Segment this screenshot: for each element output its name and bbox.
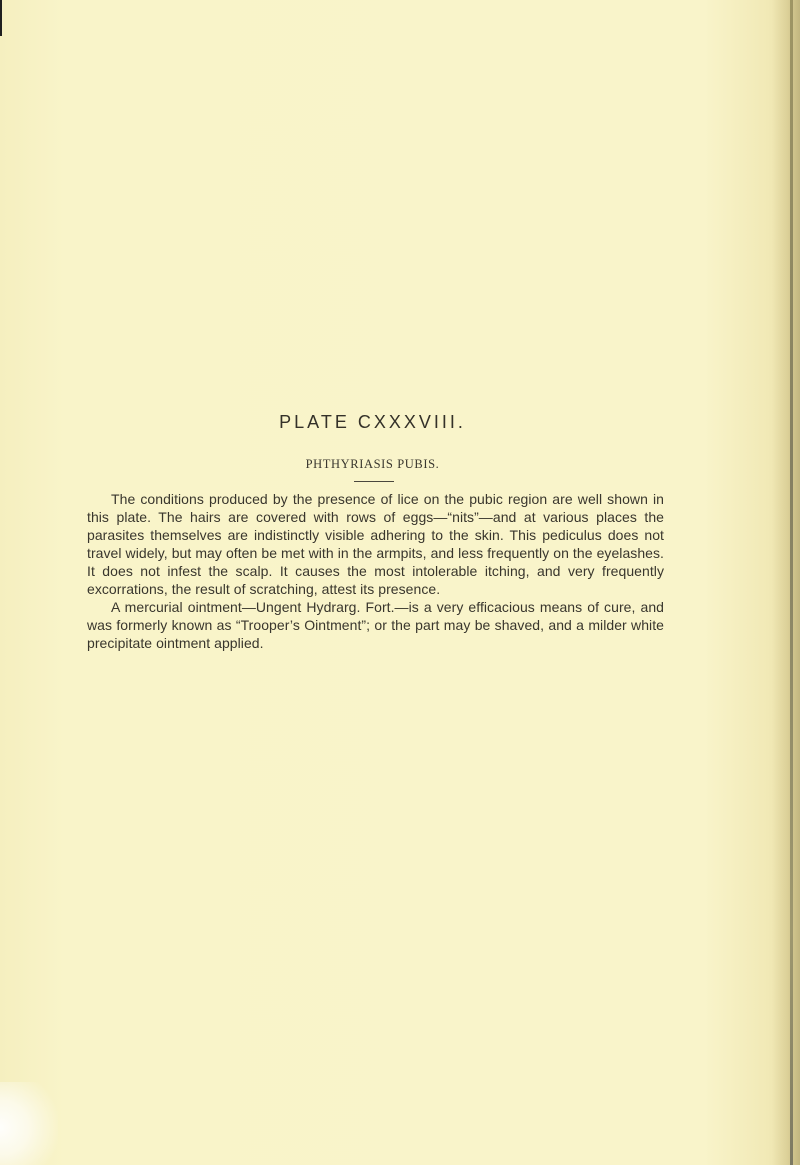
plate-title: PLATE CXXXVIII.	[279, 412, 466, 432]
treatment-paragraph: A mercurial ointment—Ungent Hydrarg. Fort.—is a very efficacious means of cure, and was formerly known as “Trooper’s Ointment”; or the part may be shaved, and a milder white precipitate ointment applied.	[87, 599, 664, 651]
scan-edge-mark	[0, 0, 2, 36]
page-edge-shadow	[772, 0, 800, 1165]
title-divider	[354, 481, 394, 482]
description-paragraph: The conditions produced by the presence of lice on the pubic region are well shown in this plate. The hairs are covered with rows of eggs—“nits”—and at various places the parasites themselves are indistinctly visible adhering to the skin. This pediculus does not travel widely, but may often be met with in the armpits, and less frequently on the eyelashes. It does not infest the scalp. It causes the most intolerable itching, and very frequently excorrations, the result of scratching, attest its presence.	[87, 491, 664, 597]
plate-description	[87, 490, 664, 652]
scan-light-spot	[0, 1082, 58, 1165]
page-edge-line	[790, 0, 793, 1165]
plate-subtitle: PHTHYRIASIS PUBIS.	[305, 457, 440, 471]
